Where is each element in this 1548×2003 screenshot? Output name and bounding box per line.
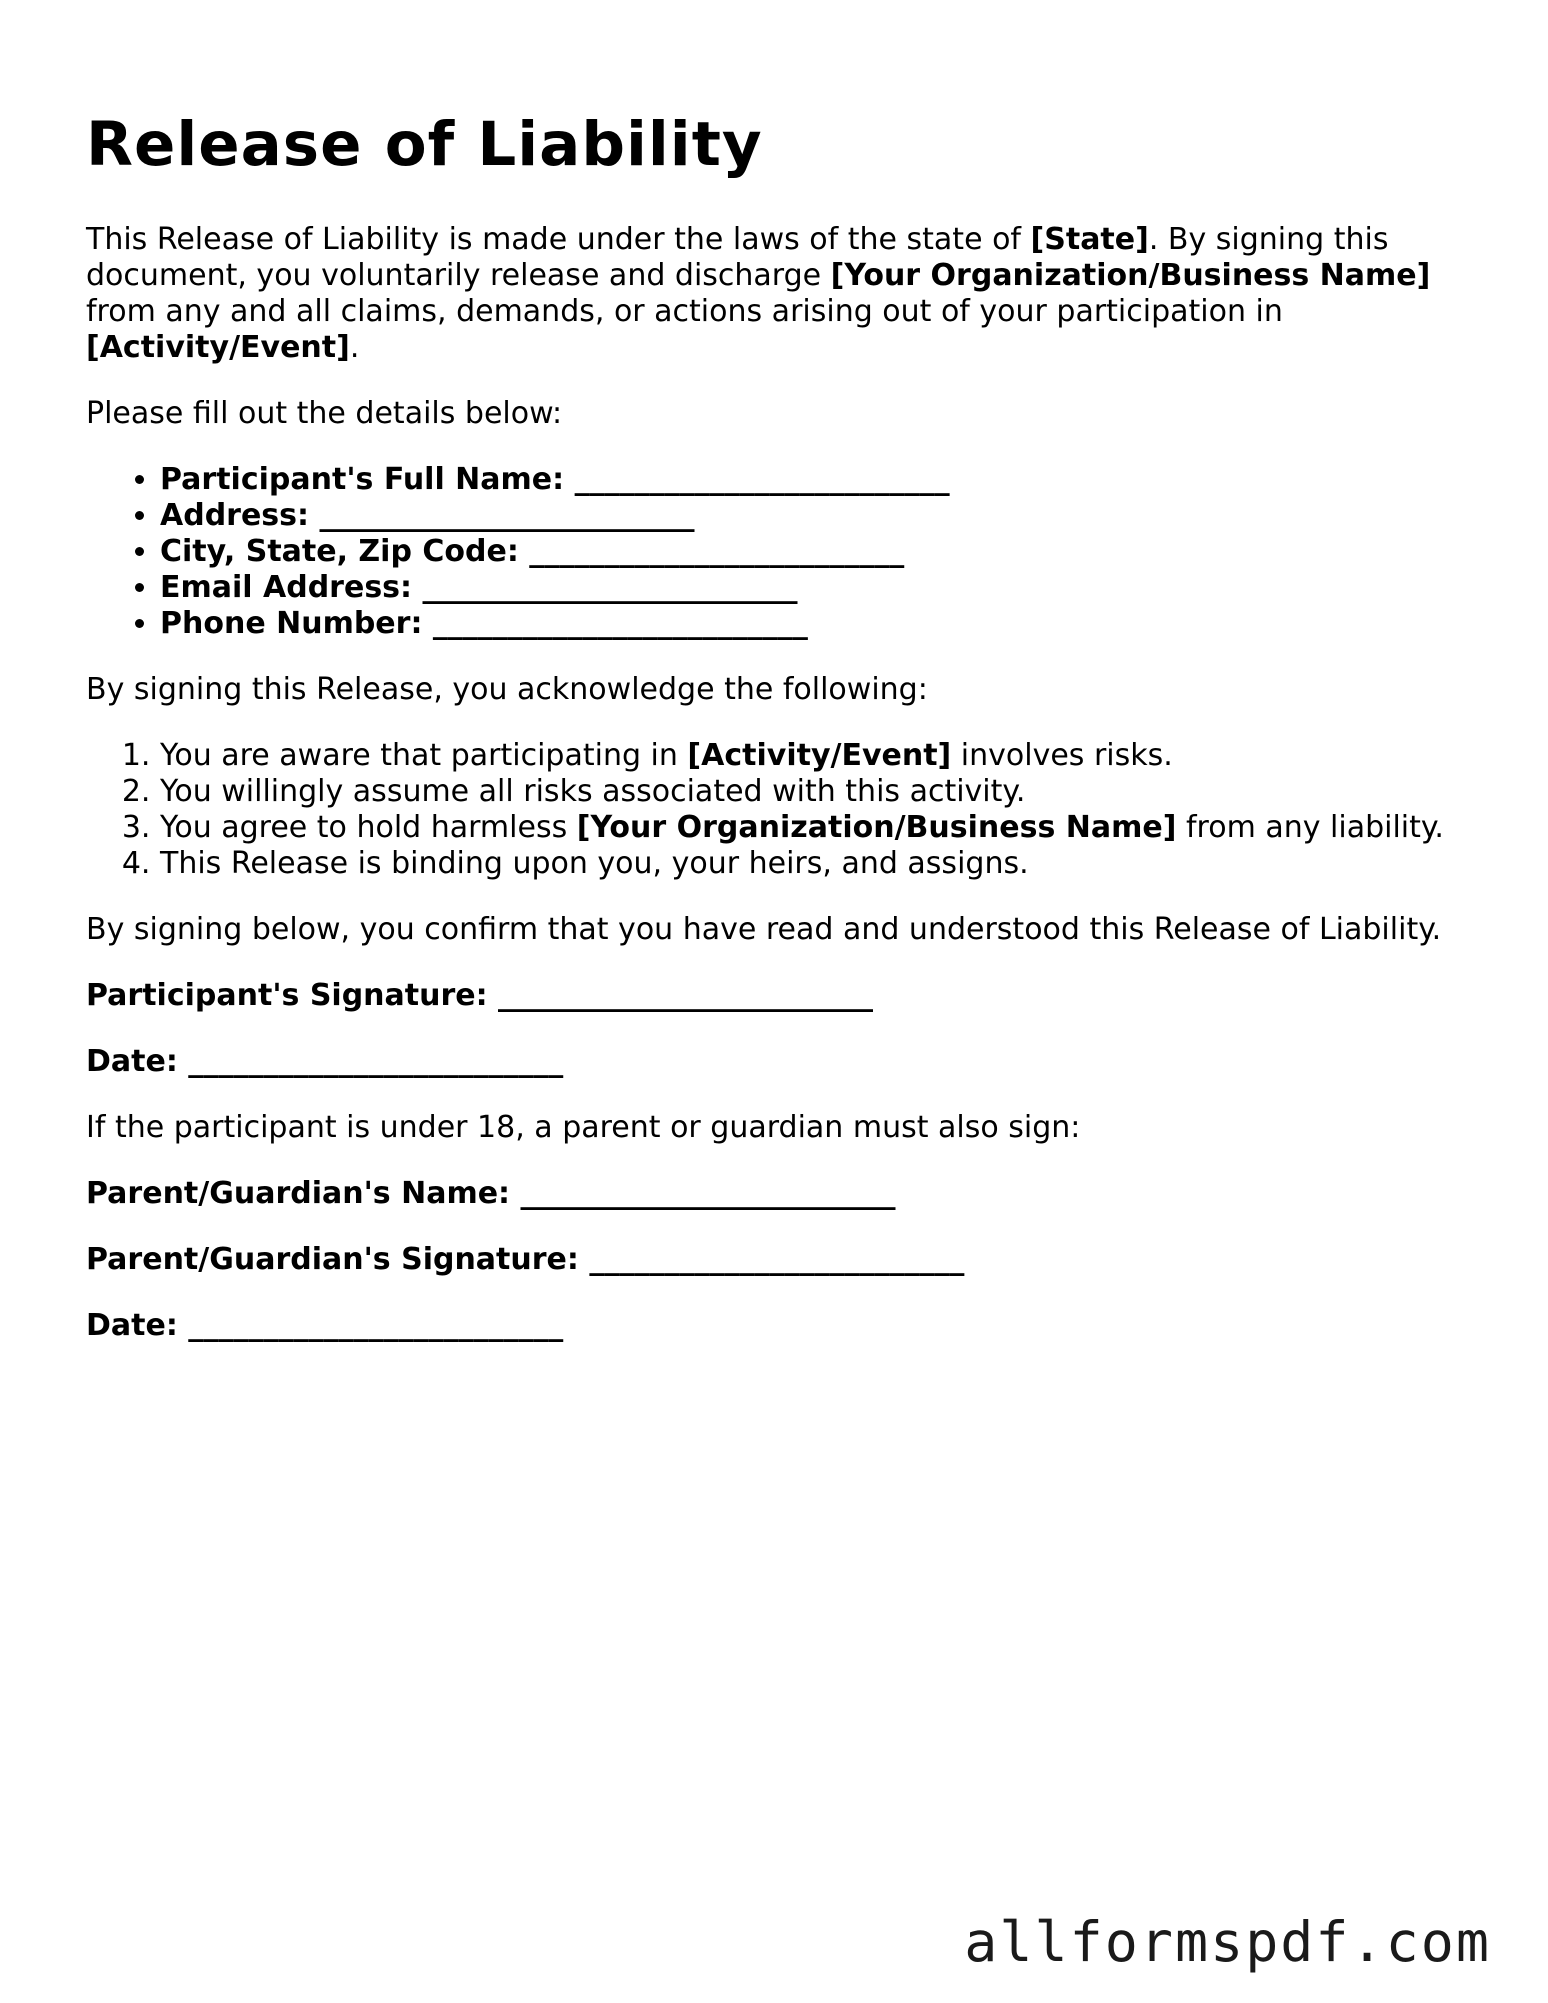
activity-placeholder: [Activity/Event] [687, 738, 952, 773]
intro-paragraph [86, 222, 1486, 366]
minor-notice: If the participant is under 18, a parent or guardian must also sign: [86, 1110, 1081, 1145]
organization-placeholder: [Your Organization/Business Name] [830, 258, 1431, 293]
city-state-zip-field: • City, State, Zip Code: _________________________ [160, 534, 1486, 570]
address-field: • Address: _________________________ [160, 498, 1486, 534]
acknowledgement-text: You are aware that participating in [160, 738, 688, 773]
intro-text-4: . [349, 330, 360, 365]
participant-date-line: Date: _________________________ [86, 1044, 564, 1079]
participant-name-field: • Participant's Full Name: _________________________ [160, 462, 1486, 498]
acknowledgement-text: from any liability. [1176, 810, 1444, 845]
acknowledgement-item [160, 738, 1486, 774]
site-watermark: allformspdf.com [964, 1910, 1491, 1974]
acknowledgement-text: involves risks. [951, 738, 1173, 773]
acknowledgement-item [160, 774, 1486, 810]
document-title: Release of Liability [86, 109, 763, 180]
state-placeholder: [State] [1030, 222, 1149, 257]
email-field: • Email Address: _________________________ [160, 570, 1486, 606]
phone-field: • Phone Number: _________________________ [160, 606, 1486, 642]
participant-details-list [86, 462, 1486, 642]
acknowledge-prompt: By signing this Release, you acknowledge the following: [86, 672, 928, 707]
organization-placeholder: [Your Organization/Business Name] [576, 810, 1177, 845]
acknowledgement-text: This Release is binding upon you, your heirs, and assigns. [160, 846, 1029, 881]
acknowledgement-text: You willingly assume all risks associated with this activity. [160, 774, 1026, 809]
intro-text-2: . By signing this document, you voluntarily release and discharge [86, 222, 1389, 293]
fill-prompt: Please fill out the details below: [86, 396, 563, 431]
acknowledgement-item [160, 846, 1486, 882]
acknowledgement-text: You agree to hold harmless [160, 810, 577, 845]
participant-signature-line: Participant's Signature: _________________________ [86, 978, 874, 1013]
document-page [86, 108, 1486, 1344]
acknowledgement-list [86, 738, 1486, 882]
guardian-date-line: Date: _________________________ [86, 1308, 564, 1343]
activity-placeholder: [Activity/Event] [86, 330, 350, 365]
guardian-signature-line: Parent/Guardian's Signature: _________________________ [86, 1242, 965, 1277]
confirm-text: By signing below, you confirm that you have read and understood this Release of Liability. [86, 912, 1442, 947]
intro-text-1: This Release of Liability is made under the laws of the state of [86, 222, 1031, 257]
guardian-name-line: Parent/Guardian's Name: _________________________ [86, 1176, 896, 1211]
acknowledgement-item [160, 810, 1486, 846]
intro-text-3: from any and all claims, demands, or actions arising out of your participation in [86, 294, 1283, 329]
